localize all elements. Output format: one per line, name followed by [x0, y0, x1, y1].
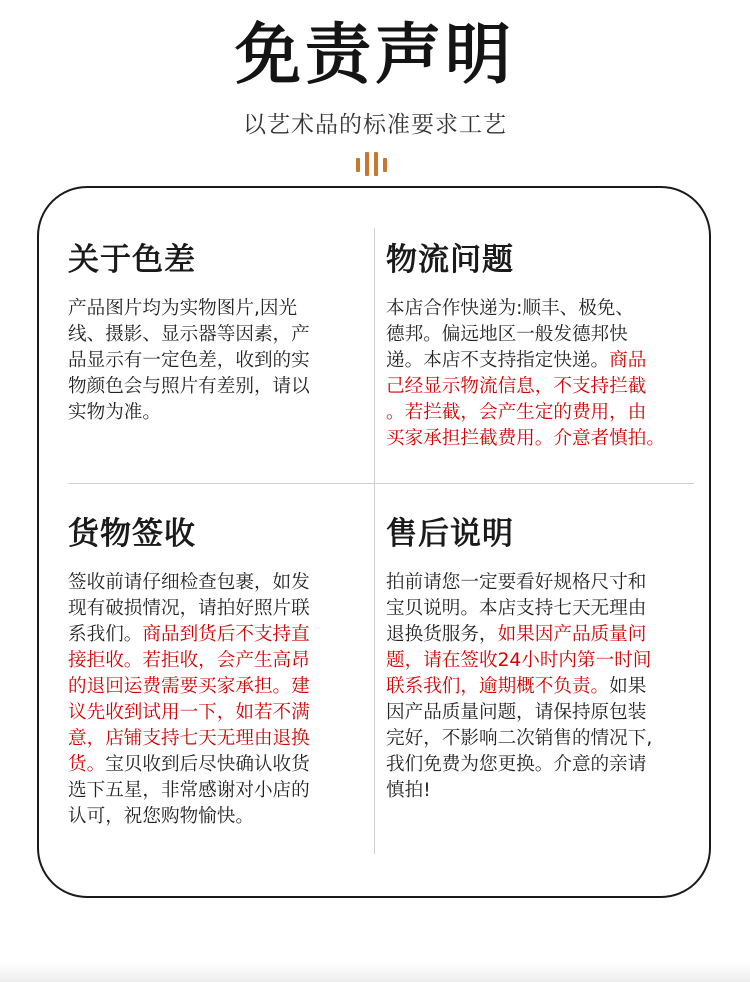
body-text: 现有破损情况，请拍好照片联 [68, 598, 310, 619]
body-text: 认可，祝您购物愉快。 [68, 806, 254, 827]
body-line [386, 348, 686, 374]
warning-text: 题，请在签收24小时内第一时间 [386, 650, 652, 671]
decorative-bars [356, 152, 396, 178]
warning-text: 如果因产品质量问 [497, 624, 647, 645]
body-line [386, 426, 686, 452]
body-line [386, 322, 686, 348]
body-line [68, 674, 368, 700]
body-line [386, 622, 686, 648]
body-line [68, 374, 368, 400]
section-title-after-sales: 售后说明 [386, 516, 514, 552]
section-title-logistics: 物流问题 [386, 242, 514, 278]
body-text: 选下五星，非常感谢对小店的 [68, 780, 310, 801]
section-title-receipt: 货物签收 [68, 516, 196, 552]
section-title-color-difference: 关于色差 [68, 242, 196, 278]
body-line [386, 570, 686, 596]
body-text: 递。本店不支持指定快递。 [386, 350, 610, 371]
body-line [386, 400, 686, 426]
body-line [68, 648, 368, 674]
section-body-after-sales [386, 570, 686, 804]
body-line [386, 700, 686, 726]
horizontal-divider [68, 483, 694, 484]
bar-2 [365, 152, 369, 176]
body-line [68, 322, 368, 348]
page-title: 免责声明 [235, 15, 515, 93]
warning-text: 己经显示物流信息，不支持拦截 [386, 376, 647, 397]
body-line [386, 374, 686, 400]
body-text: 品显示有一定色差，收到的实 [68, 350, 310, 371]
body-text: 慎拍! [386, 780, 431, 801]
body-text: 物颜色会与照片有差别，请以 [68, 376, 310, 397]
body-line [68, 596, 368, 622]
body-line [68, 804, 368, 830]
body-text: 签收前请仔细检查包裹，如发 [68, 572, 310, 593]
body-text: 本店合作快递为:顺丰、极免、 [386, 298, 634, 319]
body-line [68, 726, 368, 752]
warning-text: 商品到货后不支持直 [142, 624, 310, 645]
warning-text: 意，店铺支持七天无理由退换 [68, 728, 310, 749]
body-text: 产品图片均为实物图片,因光 [68, 298, 298, 319]
body-line [68, 778, 368, 804]
warning-text: 。若拦截，会产生定的费用，由 [386, 402, 647, 423]
body-text: 宝贝说明。本店支持七天无理由 [386, 598, 647, 619]
vertical-divider [374, 228, 375, 854]
body-line [386, 648, 686, 674]
body-line [386, 778, 686, 804]
body-line [386, 296, 686, 322]
section-body-logistics [386, 296, 686, 452]
body-text: 线、摄影、显示器等因素，产 [68, 324, 310, 345]
body-text: 因产品质量问题，请保持原包装 [386, 702, 647, 723]
body-text: 退换货服务， [386, 624, 498, 645]
bar-4 [383, 158, 387, 172]
warning-text: 商品 [609, 350, 647, 371]
section-body-receipt [68, 570, 368, 830]
section-body-color-difference [68, 296, 368, 426]
warning-text: 的退回运费需要买家承担。建 [68, 676, 310, 697]
body-text: 完好，不影响二次销售的情况下, [386, 728, 653, 749]
warning-text: 买家承担拦截费用。介意者慎拍。 [386, 428, 665, 449]
bar-3 [374, 152, 378, 176]
body-line [68, 622, 368, 648]
body-line [386, 674, 686, 700]
warning-text: 货。 [68, 754, 106, 775]
body-line [68, 296, 368, 322]
body-line [68, 348, 368, 374]
body-line [386, 752, 686, 778]
page-subtitle: 以艺术品的标准要求工艺 [243, 112, 507, 138]
bar-1 [356, 158, 360, 172]
bottom-shadow [0, 962, 750, 982]
body-text: 系我们。 [68, 624, 143, 645]
body-line [68, 400, 368, 426]
body-line [386, 596, 686, 622]
body-text: 德邦。偏远地区一般发德邦快 [386, 324, 628, 345]
warning-text: 议先收到试用一下，如若不满 [68, 702, 310, 723]
body-line [386, 726, 686, 752]
warning-text: 联系我们，逾期概不负责。 [386, 676, 610, 697]
body-text: 如果 [609, 676, 647, 697]
body-line [68, 570, 368, 596]
body-text: 我们免费为您更换。介意的亲请 [386, 754, 647, 775]
body-text: 实物为准。 [68, 402, 161, 423]
body-line [68, 700, 368, 726]
body-text: 拍前请您一定要看好规格尺寸和 [386, 572, 647, 593]
warning-text: 接拒收。若拒收，会产生高昂 [68, 650, 310, 671]
body-text: 宝贝收到后尽快确认收货 [105, 754, 310, 775]
body-line [68, 752, 368, 778]
